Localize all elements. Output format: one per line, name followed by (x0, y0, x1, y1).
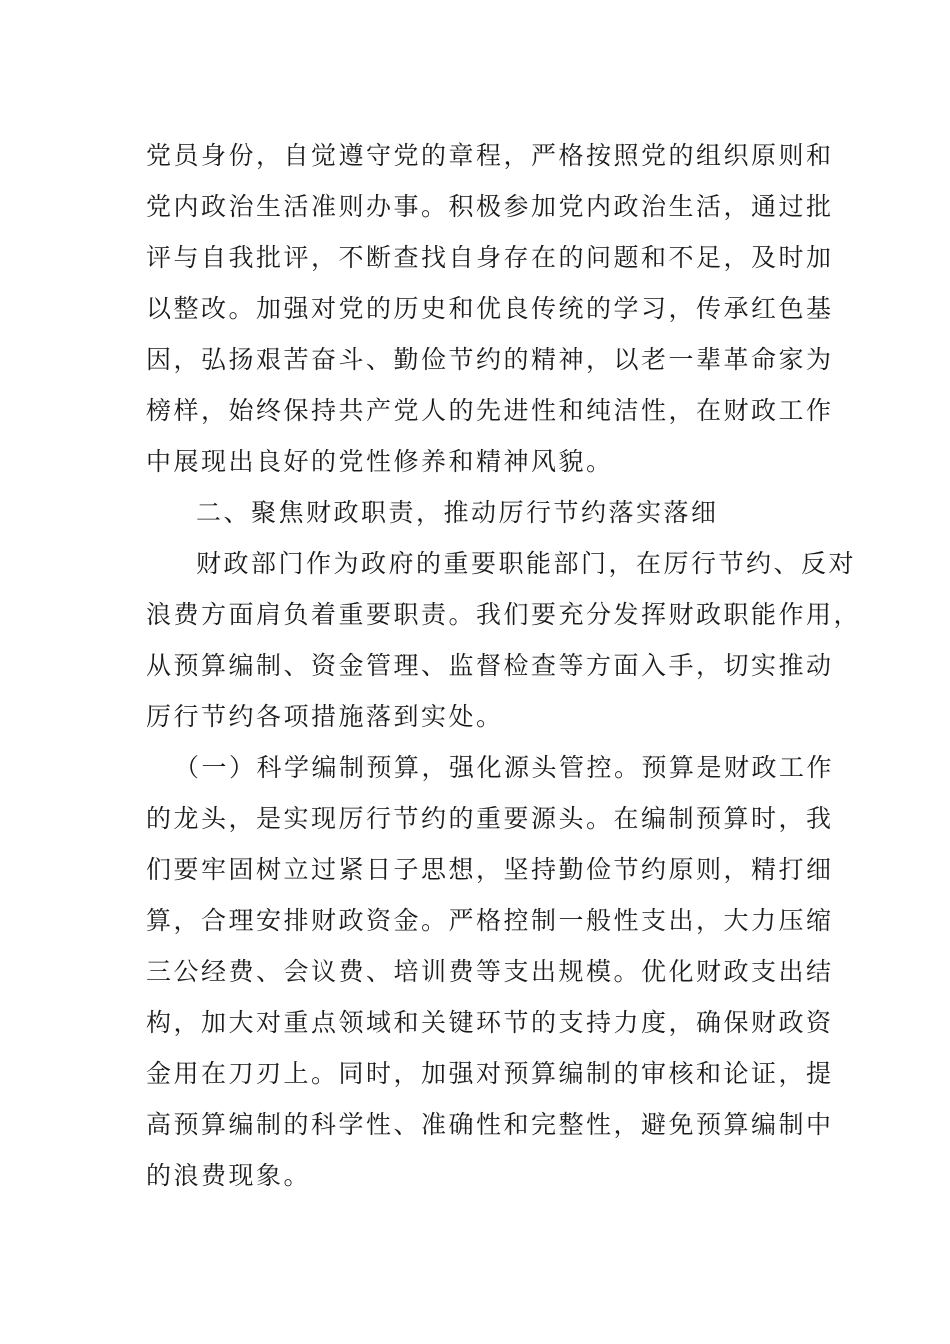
text-line: 党内政治生活准则办事。积极参加党内政治生活，通过批 (146, 192, 834, 221)
text-line: 们要牢固树立过紧日子思想，坚持勤俭节约原则，精打细 (146, 855, 834, 884)
text-line: 党员身份，自觉遵守党的章程，严格按照党的组织原则和 (146, 141, 834, 170)
text-line: 算，合理安排财政资金。严格控制一般性支出，大力压缩 (146, 906, 834, 935)
text-line: 厉行节约各项措施落到实处。 (146, 702, 504, 731)
text-line: 构，加大对重点领域和关键环节的支持力度，确保财政资 (146, 1008, 834, 1037)
subsection-line: （一）科学编制预算，强化源头管控。预算是财政工作 (174, 753, 835, 782)
text-line: 中展现出良好的党性修养和精神风貌。 (146, 447, 614, 476)
text-line: 的龙头，是实现厉行节约的重要源头。在编制预算时，我 (146, 804, 834, 833)
text-line: 高预算编制的科学性、准确性和完整性，避免预算编制中 (146, 1110, 834, 1139)
text-line: 浪费方面肩负着重要职责。我们要充分发挥财政职能作用， (146, 600, 862, 629)
text-line: 从预算编制、资金管理、监督检查等方面入手，切实推动 (146, 651, 834, 680)
text-line: 财政部门作为政府的重要职能部门，在厉行节约、反对 (196, 549, 857, 578)
text-line: 榜样，始终保持共产党人的先进性和纯洁性，在财政工作 (146, 396, 834, 425)
body-text (146, 130, 862, 1201)
text-line: 金用在刀刃上。同时，加强对预算编制的审核和论证，提 (146, 1059, 834, 1088)
text-line: 评与自我批评，不断查找自身存在的问题和不足，及时加 (146, 243, 834, 272)
text-line: 的浪费现象。 (146, 1161, 312, 1190)
section-heading: 二、聚焦财政职责，推动厉行节约落实落细 (196, 498, 719, 527)
text-line: 以整改。加强对党的历史和优良传统的学习，传承红色基 (146, 294, 834, 323)
text-line: 三公经费、会议费、培训费等支出规模。优化财政支出结 (146, 957, 834, 986)
text-line: 因，弘扬艰苦奋斗、勤俭节约的精神，以老一辈革命家为 (146, 345, 834, 374)
